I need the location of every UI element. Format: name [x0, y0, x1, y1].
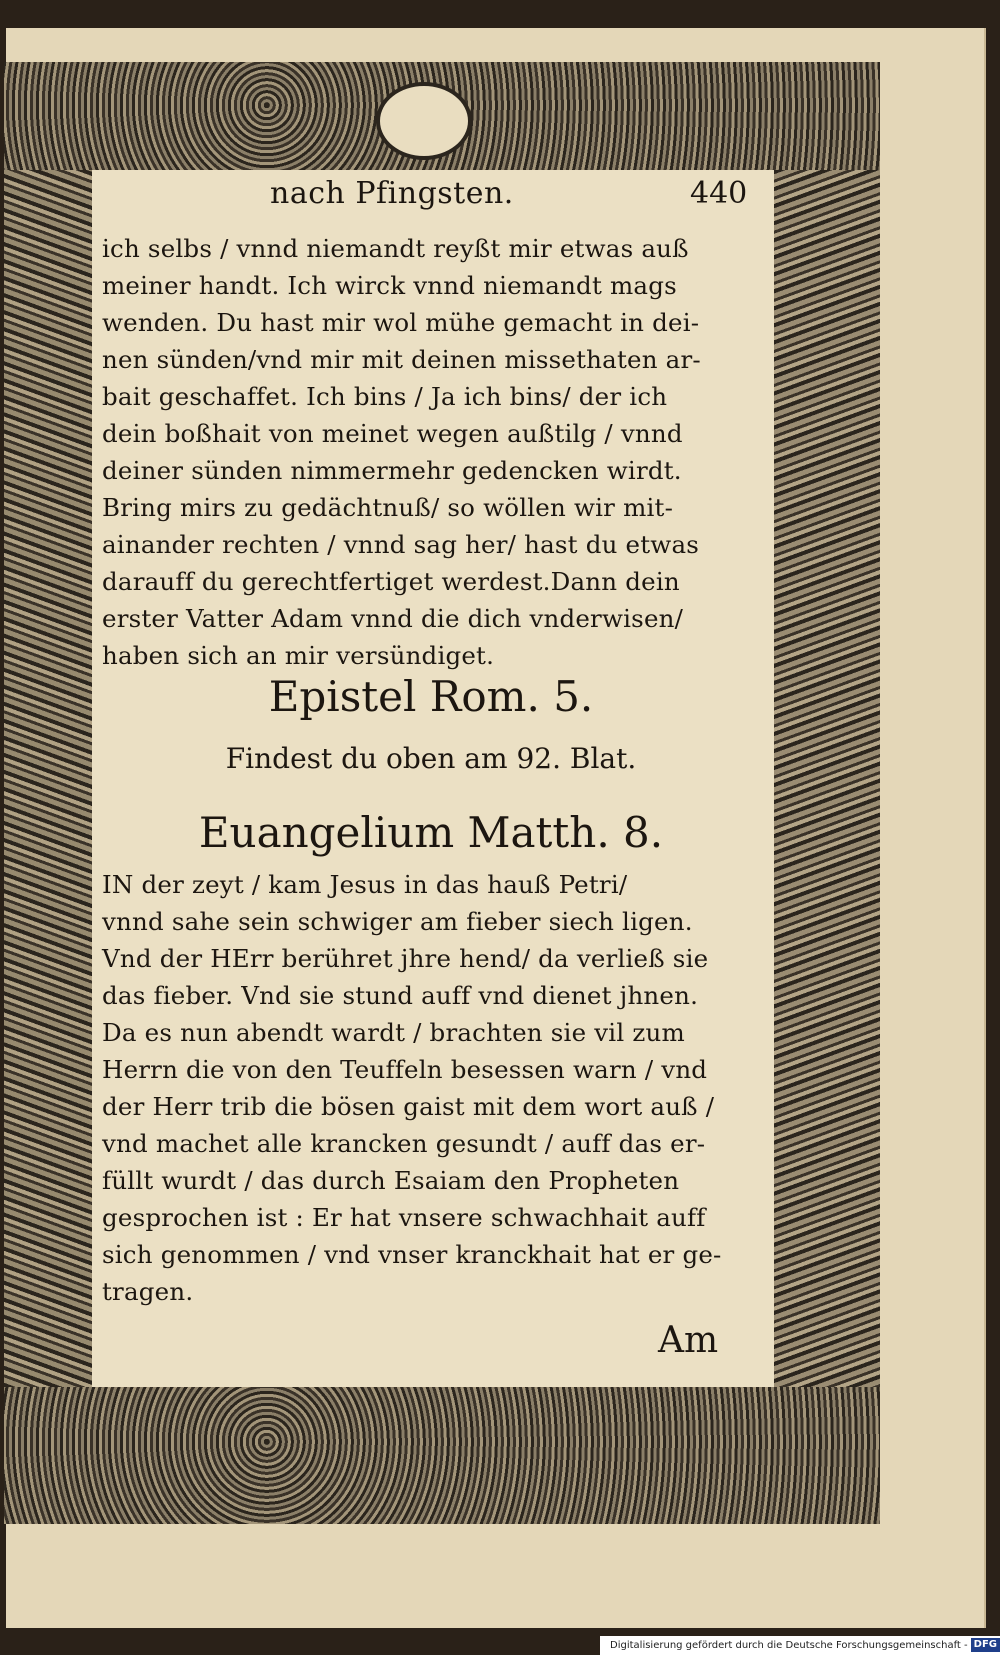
text-line: erster Vatter Adam vnnd die dich vnderwisen/ [102, 604, 684, 633]
text-line: tragen. [102, 1277, 194, 1306]
text-line: haben sich an mir versündiget. [102, 641, 495, 670]
text-line: vnnd sahe sein schwiger am fieber siech ligen. [102, 907, 693, 936]
border-top-ornament [4, 62, 880, 170]
text-line: Bring mirs zu gedächtnuß/ so wöllen wir mit- [102, 493, 674, 522]
border-bottom-ornament [4, 1387, 880, 1524]
border-left-ornament [4, 170, 92, 1387]
page-number: 440 [690, 176, 748, 211]
text-line: Herrn die von den Teuffeln besessen warn / vnd [102, 1055, 708, 1084]
epistle-heading: Epistel Rom. 5. [268, 672, 594, 721]
dfg-logo-icon: DFG [971, 1638, 1000, 1652]
text-line: der Herr trib die bösen gaist mit dem wort auß / [102, 1092, 715, 1121]
digitization-credit [600, 1636, 1000, 1655]
text-line: dein boßhait von meinet wegen außtilg / vnnd [102, 419, 683, 448]
running-head: nach Pfingsten. [270, 176, 514, 211]
sermon-text-block [102, 230, 772, 674]
text-line: Da es nun abendt wardt / brachten sie vil zum [102, 1018, 685, 1047]
text-line: ainander rechten / vnnd sag her/ hast du etwas [102, 530, 700, 559]
text-line: vnd machet alle krancken gesundt / auff das er- [102, 1129, 706, 1158]
catchword: Am [658, 1320, 719, 1361]
text-line: meiner handt. Ich wirck vnnd niemandt mags [102, 271, 677, 300]
text-line: füllt wurdt / das durch Esaiam den Propheten [102, 1166, 680, 1195]
text-line: darauff du gerechtfertiget werdest.Dann dein [102, 567, 680, 596]
text-line: sich genommen / vnd vnser kranckhait hat er ge- [102, 1240, 722, 1269]
epistle-reference-note: Findest du oben am 92. Blat. [225, 742, 637, 775]
text-line: ich selbs / vnnd niemandt reyßt mir etwas auß [102, 234, 689, 263]
text-line: deiner sünden nimmermehr gedencken wirdt. [102, 456, 682, 485]
text-line: IN der zeyt / kam Jesus in das hauß Petri/ [102, 870, 628, 899]
text-line: Vnd der HErr berühret jhre hend/ da verließ sie [102, 944, 709, 973]
gospel-text-block [102, 866, 772, 1310]
gospel-heading: Euangelium Matth. 8. [198, 808, 664, 857]
text-line: wenden. Du hast mir wol mühe gemacht in dei- [102, 308, 700, 337]
text-line: das fieber. Vnd sie stund auff vnd dienet jhnen. [102, 981, 699, 1010]
text-line: bait geschaffet. Ich bins / Ja ich bins/ der ich [102, 382, 668, 411]
credit-text: Digitalisierung gefördert durch die Deutsche Forschungsgemeinschaft - [610, 1640, 968, 1651]
text-line: nen sünden/vnd mir mit deinen missethaten ar- [102, 345, 701, 374]
text-line: gesprochen ist : Er hat vnsere schwachhait auff [102, 1203, 706, 1232]
border-medallion [376, 82, 472, 160]
border-right-ornament [774, 170, 880, 1387]
